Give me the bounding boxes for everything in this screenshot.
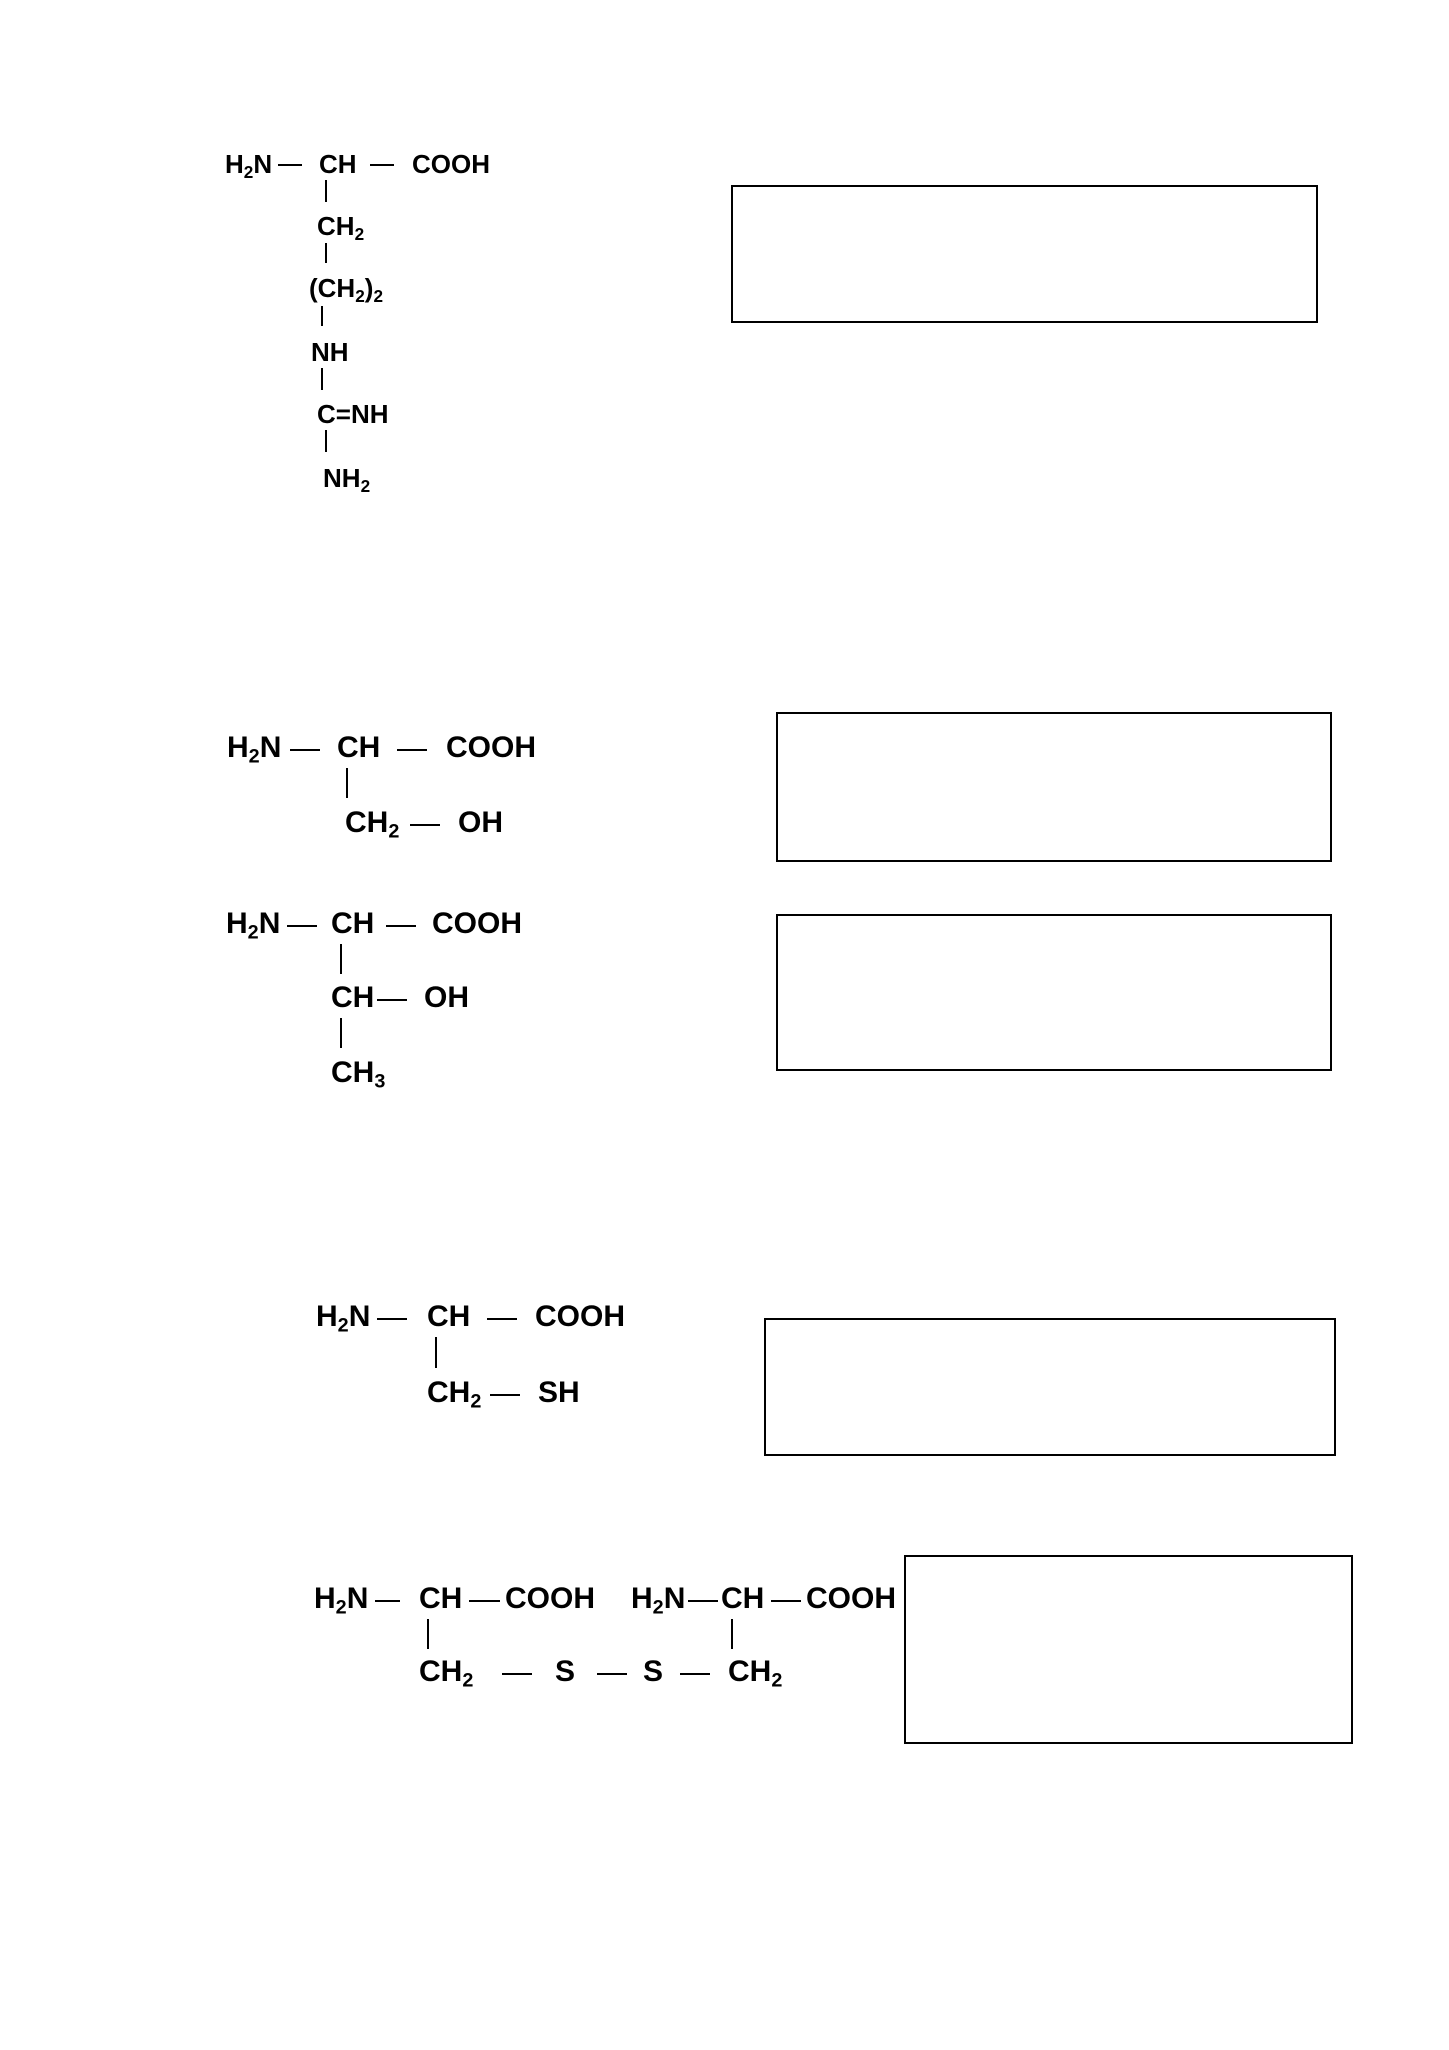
alpha-carbon: CH [331,907,375,940]
bond [502,1673,532,1675]
carboxyl-group: COOH [412,149,490,179]
amino-group: $H_2N$ [316,1300,371,1337]
bond [325,430,327,452]
bond [375,1600,400,1602]
amino-group: $H_2N$ [227,731,282,768]
answer-box-cysteine[interactable] [764,1318,1336,1456]
bond [680,1673,710,1675]
bond [490,1394,520,1396]
amino-group: $H_2N$ [226,907,281,944]
bond [386,925,416,927]
bond [771,1600,801,1602]
alpha-carbon: CH [319,149,357,179]
carboxyl-group: COOH [535,1300,625,1333]
thiol-group: SH [538,1376,580,1409]
bond [731,1619,733,1649]
guanidino-carbon: C=NH [317,399,389,429]
bond [427,1619,429,1649]
bond [287,925,317,927]
methyl-group: $CH_3$ [331,1056,386,1093]
alpha-carbon: CH [337,731,381,764]
right-alpha-carbon: CH [721,1582,765,1615]
bond [325,180,327,202]
hydroxyl-group: OH [458,806,503,839]
beta-carbon: CH [331,981,375,1014]
left-alpha-carbon: CH [419,1582,463,1615]
bond [370,164,394,166]
left-carboxyl-group: COOH [505,1582,595,1615]
answer-box-arginine[interactable] [731,185,1318,323]
right-amino-group: $H_2N$ [631,1582,686,1619]
methylene-group: $CH_2$ [317,211,365,244]
hydroxyl-group: OH [424,981,469,1014]
imino-nh: NH [311,337,349,367]
bond [410,824,440,826]
bond [340,1018,342,1048]
answer-box-threonine[interactable] [776,914,1332,1071]
amino-group: $H_2N$ [225,149,273,182]
carboxyl-group: COOH [446,731,536,764]
bond [340,944,342,974]
bond [377,1318,407,1320]
terminal-amine: $NH_2$ [323,463,371,496]
bond [688,1600,718,1602]
alpha-carbon: CH [427,1300,471,1333]
bond [469,1600,500,1602]
answer-box-cystine[interactable] [904,1555,1353,1744]
bond [397,749,427,751]
left-sulfur: S [555,1655,576,1688]
disulfide-bond [597,1673,627,1675]
right-carboxyl-group: COOH [806,1582,896,1615]
bond [325,243,327,263]
bond [435,1337,437,1368]
methylene-group: $CH_2$ [427,1376,482,1413]
bond [321,368,323,390]
dimethylene-group: $(CH_2)_2$ [309,273,383,306]
bond [377,999,407,1001]
answer-box-serine[interactable] [776,712,1332,862]
bond [346,768,348,798]
right-sulfur: S [643,1655,664,1688]
left-amino-group: $H_2N$ [314,1582,369,1619]
right-methylene-group: $CH_2$ [728,1655,783,1692]
bond [487,1318,517,1320]
left-methylene-group: $CH_2$ [419,1655,474,1692]
methylene-group: $CH_2$ [345,806,400,843]
bond [290,749,320,751]
bond [278,164,302,166]
carboxyl-group: COOH [432,907,522,940]
bond [321,306,323,326]
